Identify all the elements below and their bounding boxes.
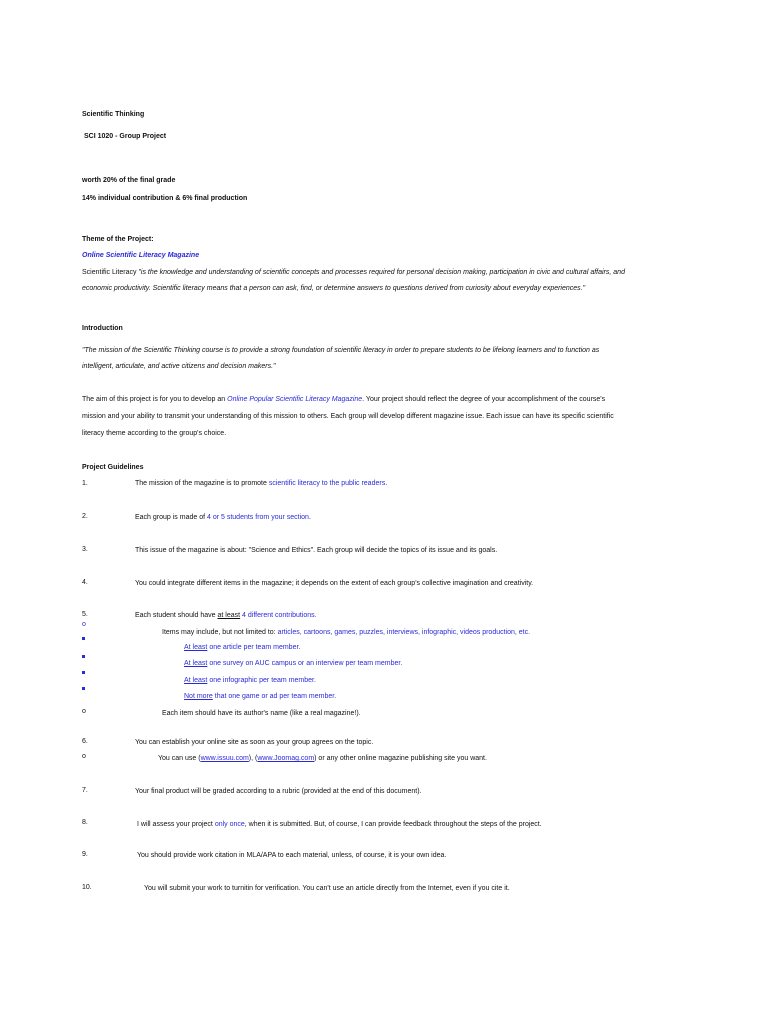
guideline-number-9: 9. <box>82 851 88 858</box>
guideline-8-text-a: I will assess your project <box>137 821 213 828</box>
guideline-number-4: 4. <box>82 579 88 586</box>
bullet-item-4 <box>184 692 336 701</box>
items-text: Items may include, but not limited to: <box>162 629 276 636</box>
intro-heading: Introduction <box>82 325 123 332</box>
guideline-9: You should provide work citation in MLA/APA to each material, unless, of course, it is your own idea. <box>137 852 447 859</box>
bullet-item-2 <box>184 659 402 668</box>
guideline-2-highlight: 4 or 5 students from your section <box>207 514 309 521</box>
guideline-5 <box>135 611 317 620</box>
guideline-number-1: 1. <box>82 480 88 487</box>
bullet-dot <box>82 687 85 690</box>
guideline-10: You will submit your work to turnitin for verification. You can't use an article directly from the Internet, even if you cite it. <box>144 885 510 892</box>
definition-line-2: economic productivity. Scientific literacy means that a person can ask, find, or determine answers to questions derived from curiosity about everyday experiences." <box>82 285 586 292</box>
guideline-6-sites <box>158 754 487 763</box>
bullet-item-3 <box>184 676 316 685</box>
bullet-2-emphasis: At least <box>184 660 208 667</box>
mission-quote-line-2: intelligent, articulate, and active citizens and decision makers." <box>82 363 276 370</box>
guideline-3: This issue of the magazine is about: "Science and Ethics". Each group will decide the topics of its issue and its goals. <box>135 547 498 554</box>
sites-text-b: ), ( <box>248 755 258 762</box>
guideline-number-6: 6. <box>82 738 88 745</box>
bullet-item-1 <box>184 643 300 652</box>
definition-text: "is the knowledge and understanding of scientific concepts and processes required for personal decision making, participation in civic and cultural affairs, and <box>138 269 625 276</box>
aim-line-3: literacy theme according to the group's choice. <box>82 430 227 437</box>
guideline-1-highlight: scientific literacy to the public readers <box>268 480 386 487</box>
theme-heading: Theme of the Project: <box>82 236 154 243</box>
course-title: Scientific Thinking <box>82 111 145 118</box>
guidelines-heading: Project Guidelines <box>82 464 144 471</box>
bullet-dot <box>82 655 85 658</box>
guideline-5-text: Each student should have <box>135 612 216 619</box>
guideline-number-8: 8. <box>82 819 88 826</box>
guideline-8-highlight: only once <box>214 821 245 828</box>
sub-bullet-o: o <box>82 753 86 760</box>
bullet-1-text: one article per team member. <box>209 644 301 651</box>
guideline-number-5: 5. <box>82 611 88 618</box>
bullet-2-text: one survey on AUC campus or an interview per team member. <box>209 660 403 667</box>
bullet-dot <box>82 671 85 674</box>
bullet-4-text: that one game or ad per team member. <box>214 693 337 700</box>
guideline-6: You can establish your online site as soon as your group agrees on the topic. <box>135 739 374 746</box>
bullet-dot <box>82 637 85 640</box>
bullet-3-emphasis: At least <box>184 677 208 684</box>
guideline-5-underline: at least <box>217 612 241 619</box>
guideline-7: Your final product will be graded according to a rubric (provided at the end of this document). <box>135 788 422 795</box>
theme-title: Online Scientific Literacy Magazine <box>82 252 200 259</box>
joomag-link[interactable]: www.Joomag.com <box>257 755 315 762</box>
aim-line-1 <box>82 395 605 404</box>
definition-line-1 <box>82 268 625 277</box>
author-note: Each item should have its author's name (like a real magazine!). <box>162 710 361 717</box>
grade-worth: worth 20% of the final grade <box>82 177 176 184</box>
aim-text-c: . Your project should reflect the degree of your accomplishment of the course's <box>362 396 606 403</box>
guideline-number-3: 3. <box>82 546 88 553</box>
aim-magazine-name: Online Popular Scientific Literacy Magazine <box>227 396 363 403</box>
sub-bullet-o: o <box>82 708 86 715</box>
bullet-4-emphasis: Not more <box>184 693 213 700</box>
guideline-1: The mission of the magazine is to promote scientific literacy to the public readers. <box>135 480 388 487</box>
mission-quote-line-1: "The mission of the Scientific Thinking course is to provide a strong foundation of scientific literacy in order to prepare students to be lifelong learners and to function as <box>82 347 600 354</box>
guideline-5-highlight: 4 different contributions. <box>242 612 317 619</box>
grade-split: 14% individual contribution & 6% final production <box>82 195 248 202</box>
items-list <box>162 628 530 637</box>
sites-text-c: ) or any other online magazine publishing site you want. <box>314 755 487 762</box>
issuu-link[interactable]: www.issuu.com <box>200 755 249 762</box>
aim-line-2: mission and your ability to transmit your understanding of this mission to others. Each group will develop different magazine issue. Each issue can have its specific scientific <box>82 413 614 420</box>
bullet-1-emphasis: At least <box>184 644 208 651</box>
bullet-3-text: one infographic per team member. <box>209 677 316 684</box>
aim-text-a: The aim of this project is for you to develop an <box>82 396 226 403</box>
guideline-number-2: 2. <box>82 513 88 520</box>
sites-text-a: You can use ( <box>158 755 201 762</box>
guideline-number-7: 7. <box>82 787 88 794</box>
guideline-number-10: 10. <box>82 884 92 891</box>
course-code: SCI 1020 - Group Project <box>84 133 167 140</box>
guideline-2: Each group is made of 4 or 5 students from your section. <box>135 514 311 521</box>
guideline-8 <box>137 820 542 829</box>
sub-bullet-o-blue: o <box>82 621 86 628</box>
guideline-2-text: Each group is made of <box>135 514 206 521</box>
items-highlight: articles, cartoons, games, puzzles, interviews, infographic, videos production, etc. <box>277 629 531 636</box>
guideline-8-text-c: , when it is submitted. But, of course, I can provide feedback throughout the steps of the project. <box>244 821 542 828</box>
guideline-4: You could integrate different items in the magazine; it depends on the extent of each group's collective imagination and creativity. <box>135 580 534 587</box>
guideline-1-text: The mission of the magazine is to promote <box>135 480 267 487</box>
definition-label: Scientific Literacy <box>82 269 137 276</box>
